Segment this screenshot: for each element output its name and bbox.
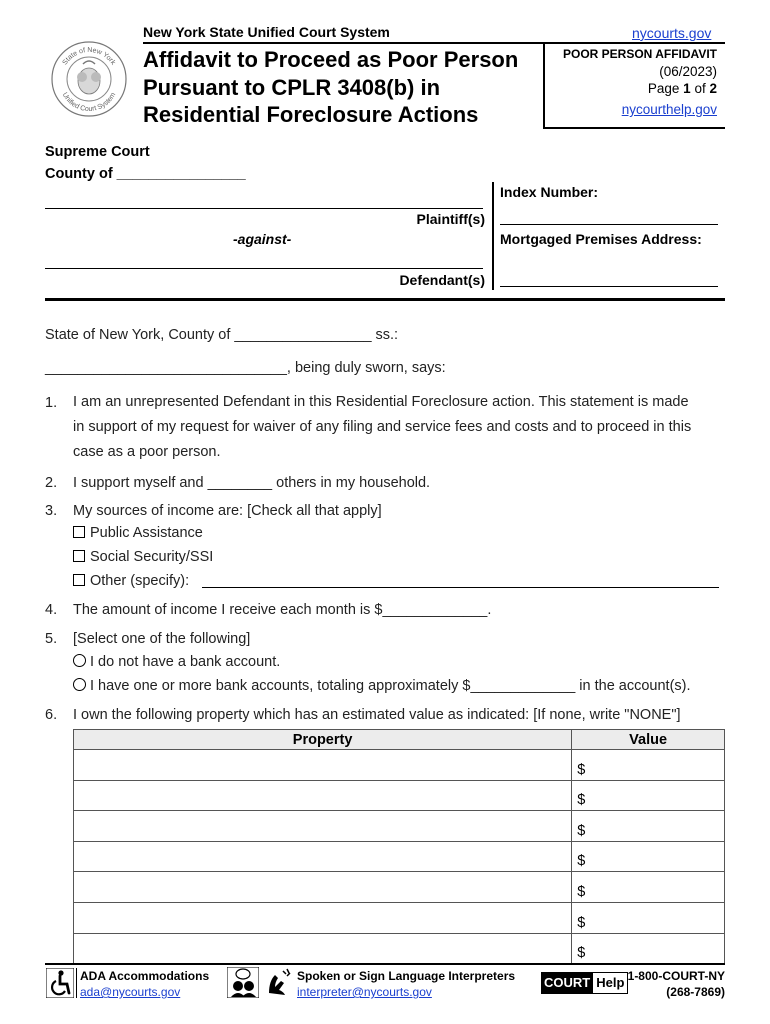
ada-email-link[interactable]: ada@nycourts.gov bbox=[80, 985, 181, 999]
public-assistance-checkbox[interactable]: Public Assistance bbox=[73, 525, 203, 541]
form-name: POOR PERSON AFFIDAVIT bbox=[562, 47, 717, 61]
item-1-text: I am an unrepresented Defendant in this Residential Foreclosure action. This statement is made in support of my request for waiver of any filing and service fees and costs and to proceed in this case as a poor person. bbox=[73, 394, 692, 460]
nycourts-link[interactable]: nycourts.gov bbox=[632, 25, 712, 41]
radio-icon[interactable] bbox=[73, 678, 86, 691]
income-sources-label: My sources of income are: [Check all that apply] bbox=[73, 503, 382, 519]
value-cell[interactable]: $ bbox=[572, 841, 725, 872]
interpreter-people-icon bbox=[227, 967, 259, 998]
court-seal-logo bbox=[50, 40, 128, 118]
court-system-name: New York State Unified Court System bbox=[143, 24, 390, 40]
social-security-checkbox[interactable]: Social Security/SSI bbox=[73, 549, 213, 565]
checkbox-icon[interactable] bbox=[73, 526, 85, 538]
premises-address-line[interactable] bbox=[500, 286, 718, 287]
courthelp-logo: COURT Help bbox=[541, 972, 628, 994]
radio-icon[interactable] bbox=[73, 654, 86, 667]
affiant-name-line[interactable]: ______________________________, being duly sworn, says: bbox=[45, 360, 446, 376]
other-income-checkbox[interactable]: Other (specify): bbox=[73, 573, 189, 589]
property-cell[interactable] bbox=[74, 811, 572, 842]
index-number-line[interactable] bbox=[500, 224, 718, 225]
value-column-header: Value bbox=[572, 730, 725, 750]
property-cell[interactable] bbox=[74, 841, 572, 872]
plaintiff-name-line[interactable] bbox=[45, 208, 483, 209]
checkbox-icon[interactable] bbox=[73, 574, 85, 586]
court-name: Supreme Court bbox=[45, 144, 150, 160]
item-4-number: 4. bbox=[45, 602, 58, 618]
checkbox-icon[interactable] bbox=[73, 550, 85, 562]
index-number-label: Index Number: bbox=[500, 184, 599, 200]
form-date: (06/2023) bbox=[659, 64, 717, 79]
form-title-line-3: Residential Foreclosure Actions bbox=[143, 102, 479, 127]
footer-divider bbox=[76, 968, 77, 998]
accessibility-icon bbox=[46, 968, 74, 998]
property-cell[interactable] bbox=[74, 872, 572, 903]
item-5-number: 5. bbox=[45, 631, 58, 647]
county-field[interactable]: County of ________________ bbox=[45, 166, 246, 182]
header-corner-rule bbox=[543, 127, 725, 129]
property-cell[interactable] bbox=[74, 902, 572, 933]
nycourthelp-link[interactable]: nycourthelp.gov bbox=[621, 102, 717, 117]
form-title-line-1: Affidavit to Proceed as Poor Person bbox=[143, 47, 519, 72]
table-row bbox=[74, 750, 725, 781]
ada-label: ADA Accommodations bbox=[80, 969, 210, 983]
has-bank-account-radio[interactable]: I have one or more bank accounts, totaling approximately $_____________ in the account(s). bbox=[73, 678, 691, 694]
against-label: -against- bbox=[233, 231, 292, 247]
property-label: I own the following property which has an estimated value as indicated: [If none, write "NONE"] bbox=[73, 707, 681, 723]
table-row bbox=[74, 780, 725, 811]
defendant-name-line[interactable] bbox=[45, 268, 483, 269]
table-row bbox=[74, 933, 725, 964]
property-cell[interactable] bbox=[74, 933, 572, 964]
premises-address-label: Mortgaged Premises Address: bbox=[500, 231, 702, 247]
caption-bottom-rule bbox=[45, 298, 725, 301]
page-indicator: Page 1 of 2 bbox=[647, 81, 717, 96]
plaintiff-label: Plaintiff(s) bbox=[416, 211, 485, 227]
court-phone: 1-800-COURT-NY bbox=[627, 969, 725, 983]
svg-text:State of New York: State of New York bbox=[61, 46, 117, 67]
table-header-row bbox=[74, 730, 725, 750]
table-row bbox=[74, 902, 725, 933]
defendant-label: Defendant(s) bbox=[399, 272, 485, 288]
other-income-line[interactable] bbox=[202, 587, 719, 588]
header-divider bbox=[543, 44, 545, 128]
sign-language-icon bbox=[263, 967, 295, 998]
item-6-number: 6. bbox=[45, 707, 58, 723]
caption-divider bbox=[492, 182, 494, 290]
footer-rule bbox=[45, 963, 725, 965]
form-title-line-2: Pursuant to CPLR 3408(b) in bbox=[143, 75, 441, 100]
bank-select-label: [Select one of the following] bbox=[73, 631, 251, 647]
value-cell[interactable]: $ bbox=[572, 780, 725, 811]
table-row bbox=[74, 811, 725, 842]
venue-line[interactable]: State of New York, County of _________________ ss.: bbox=[45, 327, 399, 343]
svg-text:Unified Court System: Unified Court System bbox=[60, 91, 118, 114]
item-1-number: 1. bbox=[45, 395, 58, 411]
value-cell[interactable]: $ bbox=[572, 872, 725, 903]
property-cell[interactable] bbox=[74, 780, 572, 811]
no-bank-account-radio[interactable]: I do not have a bank account. bbox=[73, 654, 280, 670]
value-cell[interactable]: $ bbox=[572, 811, 725, 842]
court-phone-number: (268-7869) bbox=[666, 985, 725, 999]
property-table bbox=[73, 729, 725, 964]
item-3-number: 3. bbox=[45, 503, 58, 519]
value-cell[interactable]: $ bbox=[572, 902, 725, 933]
table-row bbox=[74, 872, 725, 903]
value-cell[interactable]: $ bbox=[572, 750, 725, 781]
monthly-income-field[interactable]: The amount of income I receive each month is $_____________. bbox=[73, 602, 492, 618]
property-column-header: Property bbox=[74, 730, 572, 750]
household-size-field[interactable]: I support myself and ________ others in my household. bbox=[73, 475, 431, 491]
item-2-number: 2. bbox=[45, 475, 58, 491]
table-row bbox=[74, 841, 725, 872]
interpreter-label: Spoken or Sign Language Interpreters bbox=[297, 969, 516, 983]
value-cell[interactable]: $ bbox=[572, 933, 725, 964]
property-cell[interactable] bbox=[74, 750, 572, 781]
header-rule bbox=[143, 42, 725, 44]
interpreter-email-link[interactable]: interpreter@nycourts.gov bbox=[297, 985, 432, 999]
